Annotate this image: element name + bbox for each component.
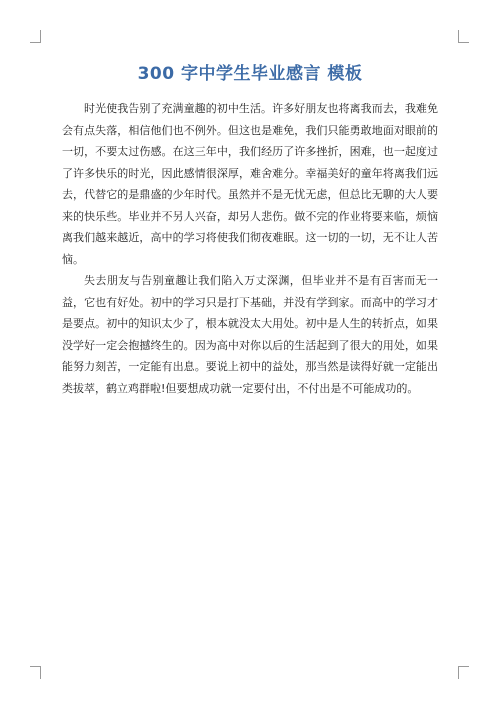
document-body — [62, 98, 438, 399]
crop-mark-bottom-right — [458, 666, 469, 679]
crop-mark-bottom-left — [30, 666, 41, 679]
document-title: 300 字中学生毕业感言 模板 — [137, 64, 363, 84]
paragraph-1: 时光使我告别了充满童趣的初中生活。许多好朋友也将离我而去，我难免会有点失落，相信他们也不例外。但这也是难免，我们只能勇敢地面对眼前的一切，不要太过伤感。在这三年中，我们经历了许多挫折，困难，也一起度过了许多快乐的时光，因此感情很深厚，难舍难分。幸福美好的童年将离我们远去，代替它的是鼎盛的少年时代。虽然并不是无忧无虑，但总比无聊的大人要来的快乐些。毕业并不另人兴奋，却另人悲伤。做不完的作业将要来临，烦恼离我们越来越近，高中的学习将使我们彻夜难眠。这一切的一切，无不让人苦恼。 — [62, 102, 438, 266]
paragraph-2: 失去朋友与告别童趣让我们陷入万丈深渊，但毕业并不是有百害而无一益，它也有好处。初中的学习只是打下基础，并没有学到家。而高中的学习才是要点。初中的知识太少了，根本就没太大用处。初中是人生的转折点，如果没学好一定会抱撼终生的。因为高中对你以后的生活起到了很大的用处，如果能努力刻苦，一定能有出息。要说上初中的益处，那当然是读得好就一定能出类拔萃，鹤立鸡群啦!但要想成功就一定要付出，不付出是不可能成功的。 — [62, 274, 438, 395]
crop-mark-top-right — [458, 30, 469, 43]
crop-mark-top-left — [30, 30, 41, 43]
